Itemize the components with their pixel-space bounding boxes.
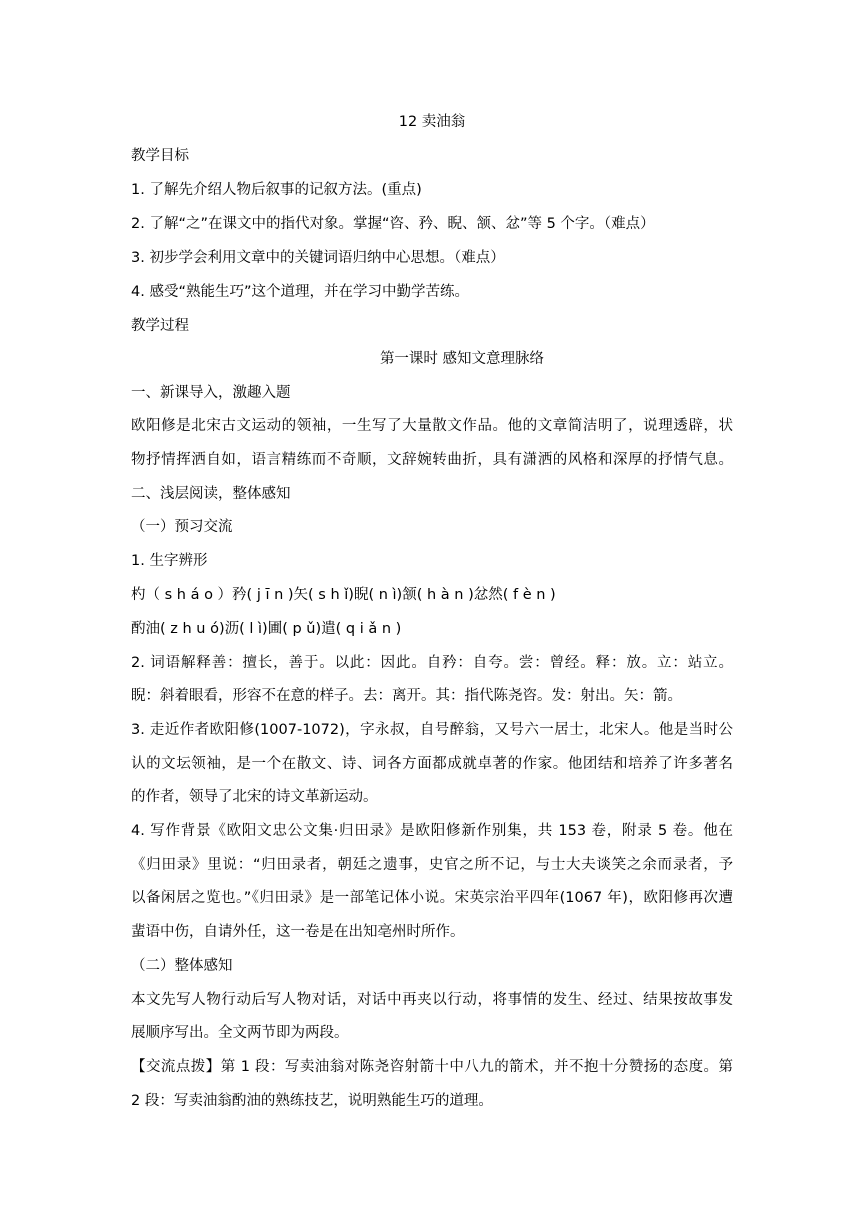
section-heading: 一、新课导入，激趣入题	[131, 385, 291, 401]
paragraph-line: 2 段：写卖油翁酌油的熟练技艺，说明熟能生巧的道理。	[131, 1093, 493, 1109]
goal-item: 1. 了解先介绍人物后叙事的记叙方法。(重点)	[131, 182, 422, 198]
paragraph-line: 【交流点拨】第 1 段：写卖油翁对陈尧咨射箭十中八九的箭术，并不抱十分赞扬的态度。第	[131, 1059, 733, 1075]
paragraph-line: 睨：斜着眼看，形容不在意的样子。去：离开。其：指代陈尧咨。发：射出。矢：箭。	[131, 688, 682, 704]
paragraph-line: 3. 走近作者欧阳修(1007-1072)，字永叔，自号醉翁，又号六一居士，北宋人。他是当时公	[131, 722, 733, 738]
pinyin-line: 杓（ s h á o ）矜( j ī n )矢( s h ǐ)睨( n ì)颔( h à n )忿然( f è n )	[131, 587, 556, 603]
paragraph-line: 展顺序写出。全文两节即为两段。	[131, 1025, 349, 1041]
paragraph-line: 以备闲居之览也。”《归田录》是一部笔记体小说。宋英宗治平四年(1067 年)，欧阳修再次遭	[131, 890, 733, 906]
paragraph-line: 认的文坛领袖，是一个在散文、诗、词各方面都成就卓著的作家。他团结和培养了许多著名	[131, 756, 733, 772]
process-heading: 教学过程	[131, 318, 189, 334]
goal-item: 2. 了解“之”在课文中的指代对象。掌握“咨、矜、睨、颔、忿”等 5 个字。（难点）	[131, 216, 655, 232]
paragraph-line: 的作者，领导了北宋的诗文革新运动。	[131, 789, 378, 805]
page-title: 12 卖油翁	[398, 114, 466, 130]
section-heading: 二、浅层阅读，整体感知	[131, 486, 291, 502]
lesson-title: 第一课时 感知文意理脉络	[379, 351, 545, 367]
paragraph-line: 2. 词语解释善：擅长，善于。以此：因此。自矜：自夸。尝：曾经。释：放。立：站立。	[131, 655, 733, 671]
paragraph-line: 物抒情挥洒自如，语言精练而不奇顺，文辞婉转曲折，具有潇洒的风格和深厚的抒情气息。	[131, 452, 733, 468]
goal-item: 3. 初步学会利用文章中的关键词语归纳中心思想。（难点）	[131, 250, 505, 266]
paragraph-line: 本文先写人物行动后写人物对话，对话中再夹以行动，将事情的发生、经过、结果按故事发	[131, 992, 733, 1008]
list-item: 1. 生字辨形	[131, 553, 208, 569]
subsection-heading: （一）预习交流	[131, 519, 233, 535]
goal-item: 4. 感受“熟能生巧”这个道理，并在学习中勤学苦练。	[131, 284, 469, 300]
paragraph-line: 欧阳修是北宋古文运动的领袖，一生写了大量散文作品。他的文章简洁明了，说理透辟，状	[131, 418, 733, 434]
paragraph-line: 蜚语中伤，自请外任，这一卷是在出知亳州时所作。	[131, 924, 465, 940]
goals-heading: 教学目标	[131, 148, 189, 164]
paragraph-line: 《归田录》里说：“归田录者，朝廷之遗事，史官之所不记，与士大夫谈笑之余而录者，予	[131, 857, 733, 873]
subsection-heading: （二）整体感知	[131, 958, 233, 974]
paragraph-line: 4. 写作背景《欧阳文忠公文集·归田录》是欧阳修新作别集，共 153 卷，附录 5 卷。他在	[131, 823, 733, 839]
pinyin-line: 酌油( z h u ó)沥( l ì)圃( p ǔ)遣( q i ǎ n )	[131, 621, 402, 637]
